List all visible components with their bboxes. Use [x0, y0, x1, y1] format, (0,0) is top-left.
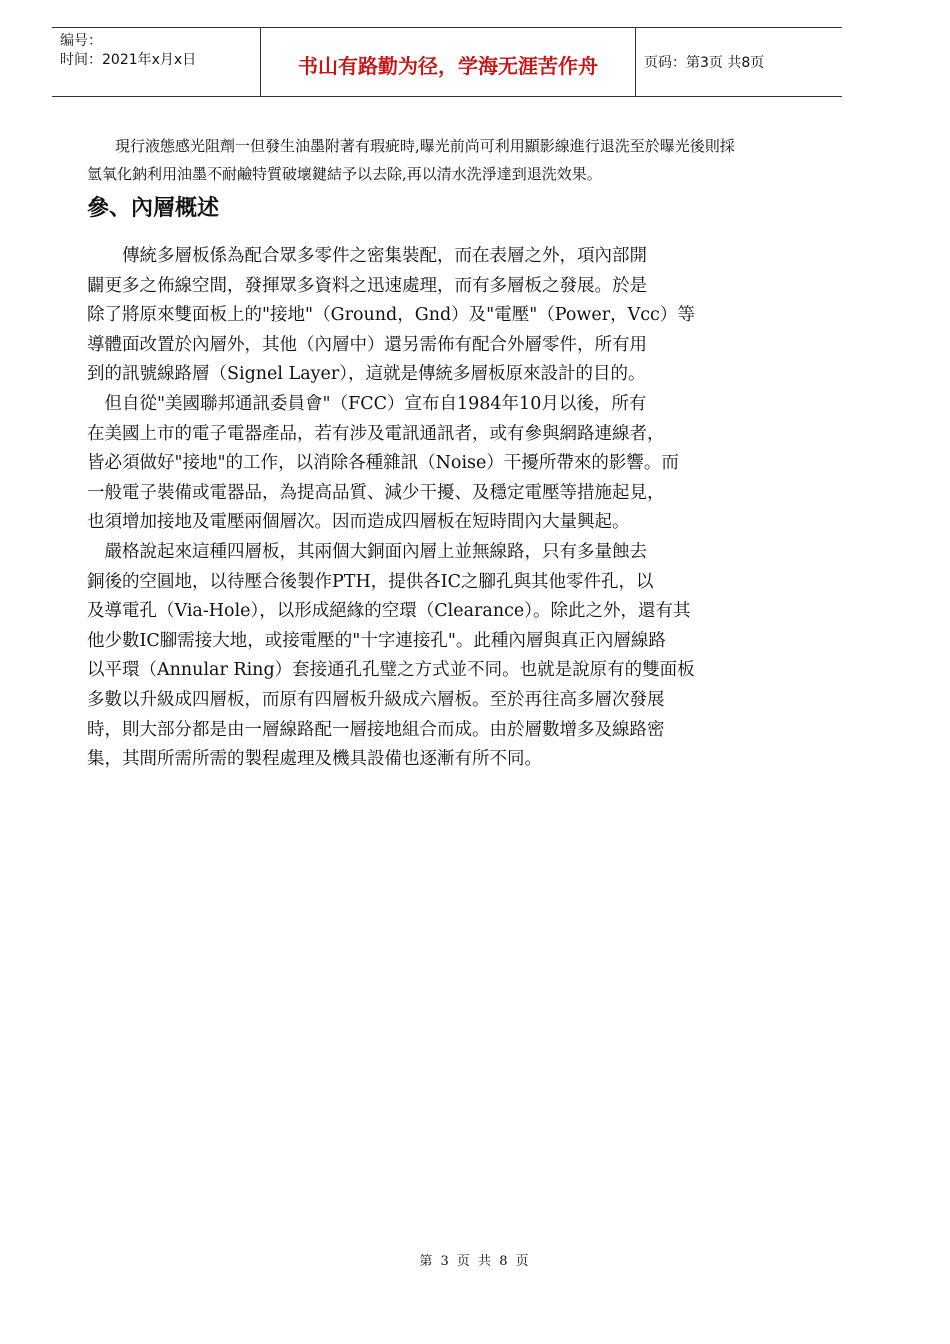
page-footer: 第 3 页 共 8 页 — [419, 1254, 531, 1269]
header-page-code: 页码：第3页 共8页 — [644, 55, 765, 71]
body-paragraph-3: 嚴格說起來這種四層板，其兩個大銅面內層上並無線路，只有多量蝕去 銅後的空圓地，以待壓合後製作PTH，提供各IC之腳孔與其他零件孔，以 及導電孔（Via-Hole），以形成絕緣的空環（Clearance）。除此之外，還有其 他少數IC腳需接大地，或接電壓的"十字連接孔"。此種內層與真正內層線路 以平環（Annular Ring）套接通孔孔璧之方式並不同。也就是說原有的雙面板 多數以升級成四層板，而原有四層板升級成六層板。至於再往高多層次發展 時，則大部分都是由一層線路配一層接地組合而成。由於層數增多及線路密 集，其間所需所需的製程處理及機具設備也逐漸有所不同。 — [87, 541, 695, 770]
section-title: 參、內層概述 — [87, 196, 220, 221]
body-paragraph-2: 但自從"美國聯邦通訊委員會"（FCC）宣布自1984年10月以後，所有 在美國上市的電子電器產品，若有涉及電訊通訊者，或有參與網路連線者， 皆必須做好"接地"的工作，以消除各種雜訊（Noise）干擾所帶來的影響。而 一般電子裝備或電器品，為提高品質、減少干擾、及穩定電壓等措施起見， 也須增加接地及電壓兩個層次。因而造成四層板在短時間內大量興起。 — [87, 393, 679, 533]
serial-number-label: 编号： — [60, 33, 102, 49]
document-body — [87, 132, 902, 775]
header-motto: 书山有路勤为径，学海无涯苦作舟 — [261, 28, 636, 96]
header-info-cell — [52, 28, 261, 96]
body-paragraph-1: 傳統多層板係為配合眾多零件之密集裝配，而在表層之外，項內部開 闢更多之佈線空間，發揮眾多資料之迅速處理，而有多層板之發展。於是 除了將原來雙面板上的"接地"（Ground，Gnd）及"電壓"（Power，Vcc）等 導體面改置於內層外，其他（內層中）還另需佈有配合外層零件，所有用 到的訊號線路層（Signel Layer），這就是傳統多層板原來設計的目的。 — [87, 246, 695, 385]
date-label: 时间：2021年x月x日 — [60, 52, 197, 68]
document-header — [52, 27, 842, 97]
intro-paragraph: 現行液態感光阻劑一但發生油墨附著有瑕疵時,曝光前尚可利用顯影線進行退洗至於曝光後則採 氫氧化鈉利用油墨不耐鹼特質破壞鍵結予以去除,再以清水洗淨達到退洗效果。 — [87, 137, 735, 183]
